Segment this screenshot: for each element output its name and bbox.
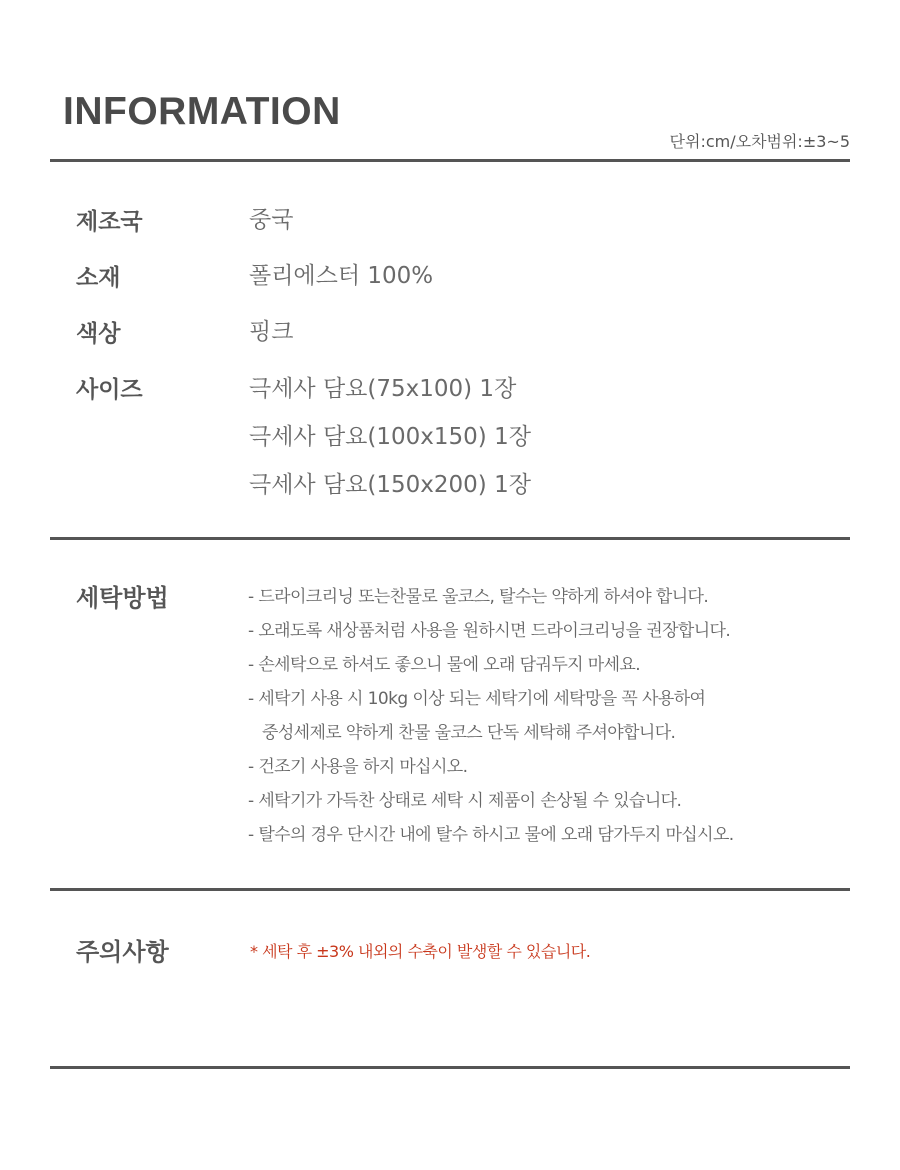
list-item-continuation: 중성세제로 약하게 찬물 울코스 단독 세탁해 주셔야합니다. — [262, 723, 676, 743]
list-item: - 탈수의 경우 단시간 내에 탈수 하시고 물에 오래 담가두지 마십시오. — [248, 825, 734, 845]
list-item: - 세탁기가 가득찬 상태로 세탁 시 제품이 손상될 수 있습니다. — [248, 791, 682, 811]
page-title: INFORMATION — [63, 90, 341, 133]
unit-note: 단위:cm/오차범위:±3~5 — [669, 132, 850, 151]
caution-section — [76, 932, 856, 972]
divider-middle — [50, 537, 850, 540]
size-value: 극세사 담요(150x200) 1장 — [249, 472, 531, 498]
size-value: 극세사 담요(75x100) 1장 — [249, 376, 517, 402]
spec-row-origin — [76, 200, 836, 242]
spec-row-material — [76, 256, 836, 298]
washing-section — [76, 578, 856, 852]
material-label: 소재 — [76, 265, 121, 291]
list-item: - 드라이크리닝 또는찬물로 울코스, 탈수는 약하게 하셔야 합니다. — [248, 587, 709, 607]
color-value: 핑크 — [249, 319, 294, 345]
origin-label: 제조국 — [76, 209, 143, 235]
washing-label: 세탁방법 — [76, 584, 169, 612]
washing-list — [248, 580, 856, 852]
spec-row-size — [76, 368, 836, 509]
list-item: - 손세탁으로 하셔도 좋으니 물에 오래 담궈두지 마세요. — [248, 655, 641, 675]
material-value: 폴리에스터 100% — [249, 263, 434, 289]
spec-row-color — [76, 312, 836, 354]
caution-text: * 세탁 후 ±3% 내외의 수축이 발생할 수 있습니다. — [250, 942, 591, 961]
color-label: 색상 — [76, 321, 121, 347]
list-item: - 오래도록 새상품처럼 사용을 원하시면 드라이크리닝을 권장합니다. — [248, 621, 731, 641]
divider-lower — [50, 888, 850, 891]
divider-top — [50, 159, 850, 162]
origin-value: 중국 — [249, 207, 294, 233]
list-item: - 건조기 사용을 하지 마십시오. — [248, 757, 468, 777]
caution-label: 주의사항 — [76, 938, 169, 966]
size-value: 극세사 담요(100x150) 1장 — [249, 424, 531, 450]
size-label: 사이즈 — [76, 377, 143, 403]
list-item: - 세탁기 사용 시 10kg 이상 되는 세탁기에 세탁망을 꼭 사용하여 — [248, 689, 706, 709]
divider-bottom — [50, 1066, 850, 1069]
spec-table — [76, 200, 836, 523]
